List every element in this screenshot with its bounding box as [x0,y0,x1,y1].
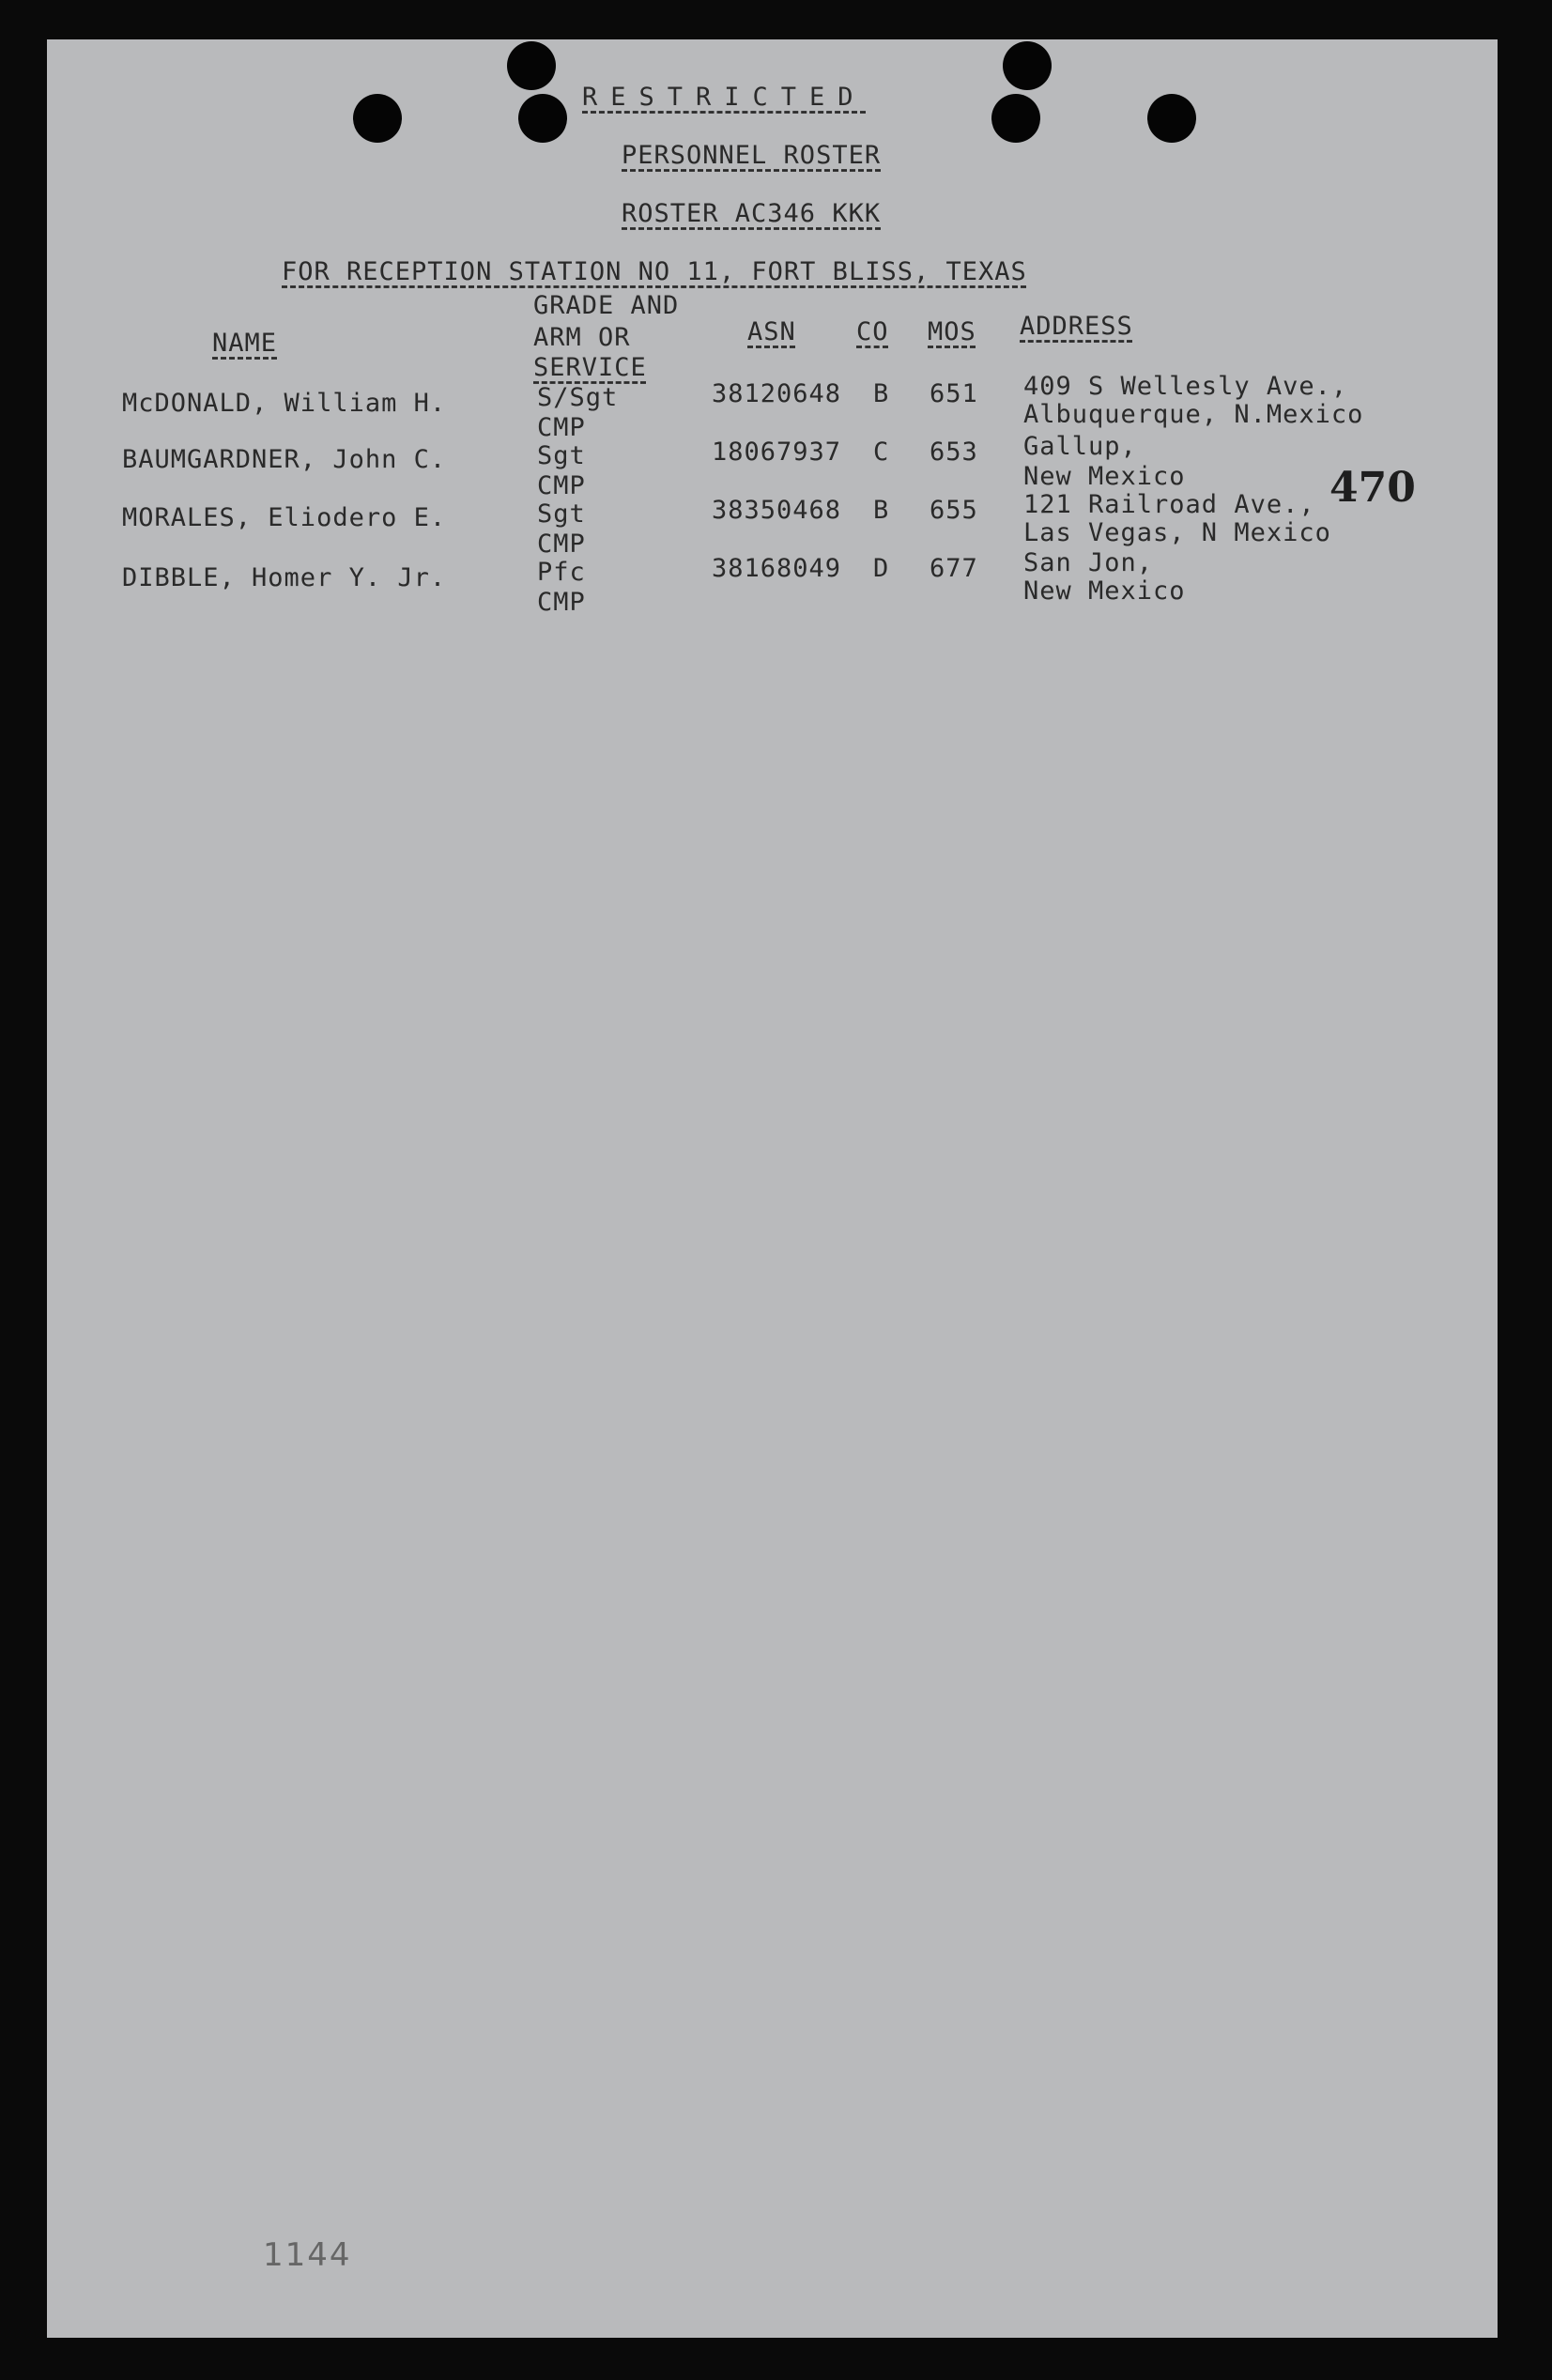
row-mos: 677 [930,554,978,583]
row-name: MORALES, Eliodero E. [122,503,447,532]
row-address-line1: Gallup, [1023,432,1137,461]
row-address-line2: New Mexico [1023,576,1186,606]
row-mos: 651 [930,379,978,408]
row-name: BAUMGARDNER, John C. [122,445,447,474]
punch-hole [507,41,556,90]
page-number: 1144 [263,2236,352,2274]
row-co: B [873,379,890,408]
row-address-line1: San Jon, [1023,548,1154,577]
row-grade: Sgt [537,499,586,529]
row-address-line1: 121 Railroad Ave., [1023,490,1315,519]
row-asn: 38168049 [712,554,842,583]
row-mos: 655 [930,496,978,525]
column-header-name: NAME [212,329,278,358]
column-header-address: ADDRESS [1020,312,1133,341]
row-address-line2: Las Vegas, N Mexico [1023,518,1331,547]
row-service: CMP [537,588,586,617]
row-co: D [873,554,890,583]
punch-hole [518,94,567,143]
row-grade: S/Sgt [537,383,619,412]
row-asn: 18067937 [712,438,842,467]
row-service: CMP [537,413,586,442]
row-grade: Pfc [537,558,586,587]
stamped-number: 470 [1329,464,1416,512]
row-co: B [873,496,890,525]
row-asn: 38350468 [712,496,842,525]
column-header-co: CO [856,317,889,346]
row-name: McDONALD, William H. [122,389,447,418]
column-header-mos: MOS [928,317,976,346]
roster-number: ROSTER AC346 KKK [622,199,882,228]
column-header-asn: ASN [747,317,796,346]
classification-marking: RESTRICTED [582,83,867,112]
punch-hole [991,94,1040,143]
punch-hole [1147,94,1196,143]
column-header-grade: SERVICE [533,353,647,382]
row-service: CMP [537,471,586,500]
row-name: DIBBLE, Homer Y. Jr. [122,563,447,592]
station-line: FOR RECEPTION STATION NO 11, FORT BLISS, TEXAS [282,257,1027,286]
row-asn: 38120648 [712,379,842,408]
row-address-line2: Albuquerque, N.Mexico [1023,400,1364,429]
row-service: CMP [537,530,586,559]
punch-hole [1003,41,1052,90]
row-co: C [873,438,890,467]
row-address-line1: 409 S Wellesly Ave., [1023,372,1348,401]
row-address-line2: New Mexico [1023,462,1186,491]
row-grade: Sgt [537,441,586,470]
column-header-grade: ARM OR [533,323,631,352]
document-title: PERSONNEL ROSTER [622,141,882,170]
row-mos: 653 [930,438,978,467]
column-header-grade: GRADE AND [533,291,680,320]
punch-hole [353,94,402,143]
